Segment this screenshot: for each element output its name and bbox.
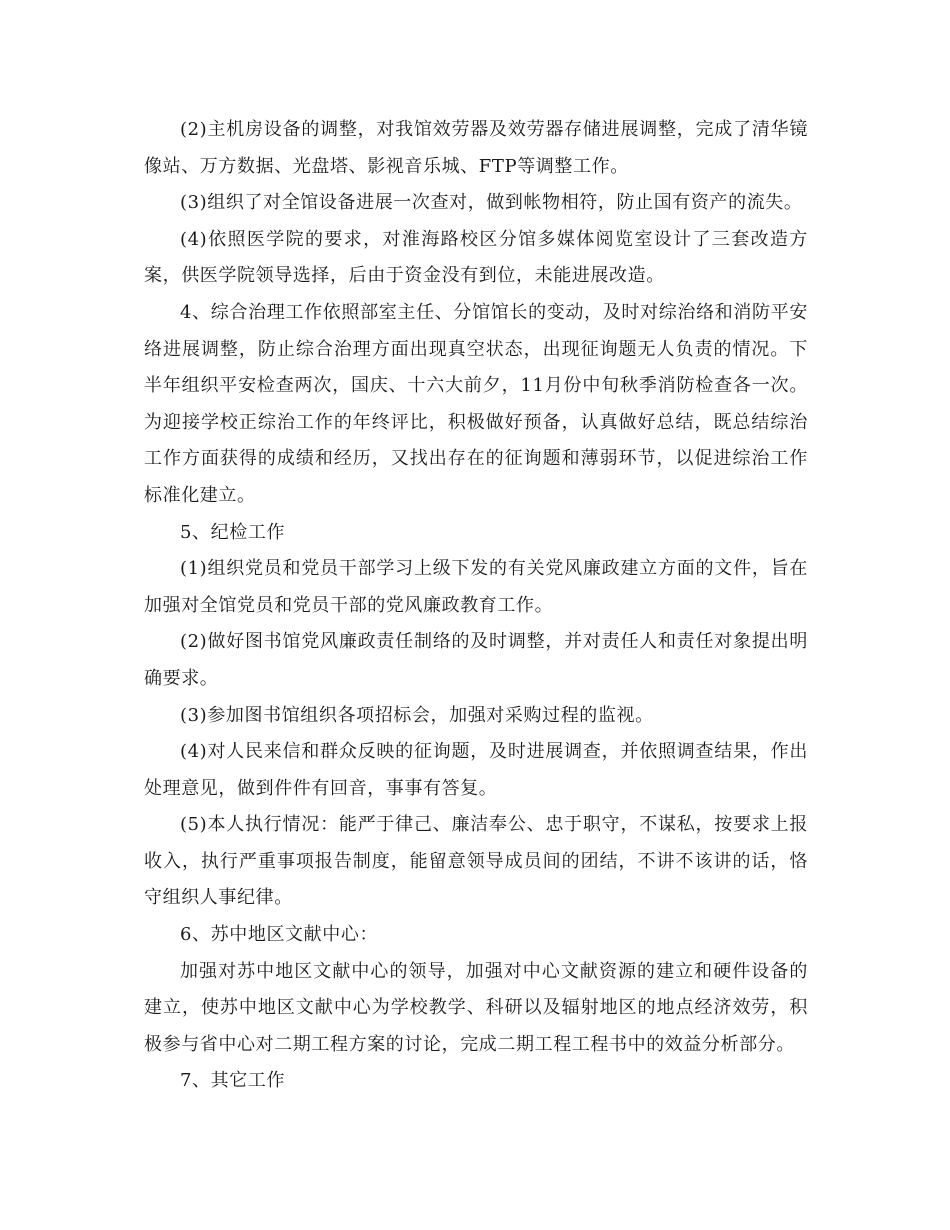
paragraph-medical-school-renovation: (4)依照医学院的要求，对淮海路校区分馆多媒体阅览室设计了三套改造方案，供医学院领导选择，后由于资金没有到位，未能进展改造。 (144, 228, 808, 287)
paragraph-comprehensive-governance: 4、综合治理工作依照部室主任、分馆馆长的变动，及时对综治络和消防平安络进展调整，防止综合治理方面出现真空状态，出现征询题无人负责的情况。下半年组织平安检查两次，国庆、十六大前夕，11月份中旬秋季消防检查各一次。为迎接学校正综治工作的年终评比，积极做好预备，认真做好总结，既总结综治工作方面获得的成绩和经历，又找出存在的征询题和薄弱环节，以促进综治工作标准化建立。 (144, 301, 808, 506)
paragraph-public-letters: (4)对人民来信和群众反映的征询题，及时进展调查，并依照调查结果，作出处理意见，做到件件有回音，事事有答复。 (144, 741, 808, 799)
paragraph-literature-center: 加强对苏中地区文献中心的领导，加强对中心文献资源的建立和硬件设备的建立，使苏中地区文献中心为学校教学、科研以及辐射地区的地点经济效劳，积极参与省中心对二期工程方案的讨论，完成二期工程工程书中的效益分析部分。 (144, 960, 808, 1055)
paragraph-party-study: (1)组织党员和党员干部学习上级下发的有关党风廉政建立方面的文件，旨在加强对全馆党员和党员干部的党风廉政教育工作。 (144, 558, 808, 616)
paragraph-personal-conduct: (5)本人执行情况：能严于律己、廉洁奉公、忠于职守，不谋私，按要求上报收入，执行严重事项报告制度，能留意领导成员间的团结，不讲不该讲的话，恪守组织人事纪律。 (144, 814, 808, 909)
document-body (144, 112, 808, 1100)
paragraph-responsibility-system: (2)做好图书馆党风廉政责任制络的及时调整，并对责任人和责任对象提出明确要求。 (144, 631, 808, 689)
paragraph-equipment-audit: (3)组织了对全馆设备进展一次查对，做到帐物相符，防止国有资产的流失。 (180, 192, 803, 214)
section-heading-discipline-inspection: 5、纪检工作 (180, 521, 286, 543)
paragraph-bidding-supervision: (3)参加图书馆组织各项招标会，加强对采购过程的监视。 (180, 704, 654, 726)
section-heading-other-work: 7、其它工作 (180, 1070, 286, 1092)
section-heading-literature-center: 6、苏中地区文献中心： (180, 924, 379, 946)
paragraph-main-room-equipment: (2)主机房设备的调整，对我馆效劳器及效劳器存储进展调整，完成了清华镜像站、万方数据、光盘塔、影视音乐城、FTP等调整工作。 (144, 119, 808, 177)
